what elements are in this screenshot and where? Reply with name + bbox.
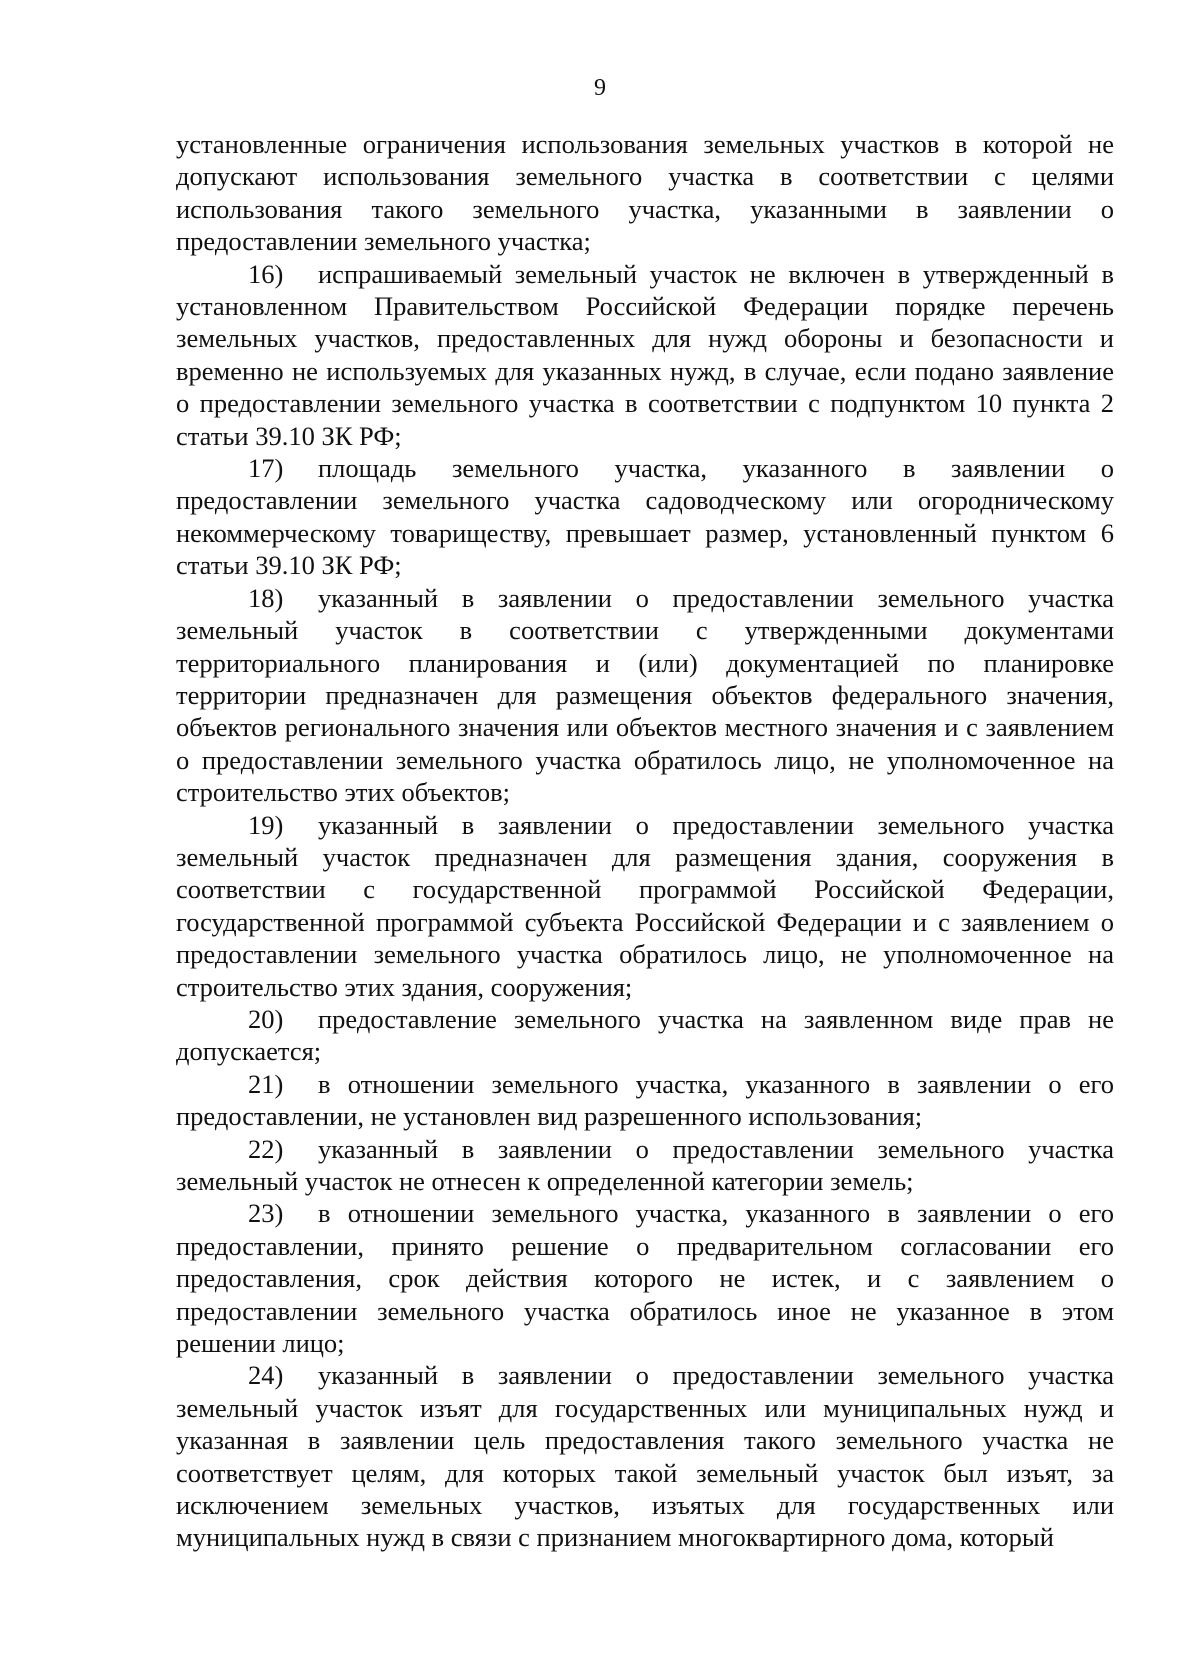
list-item-18 bbox=[176, 582, 1114, 809]
page-number: 9 bbox=[594, 75, 606, 101]
list-item-16 bbox=[176, 258, 1114, 452]
item-number: 18) bbox=[248, 582, 284, 613]
item-text: площадь земельного участка, указанного в заявлении о предоставлении земельного участка садоводческому или огородническому некоммерческому товариществу, превышает размер, установленный пунктом 6 статьи 39.10 ЗК РФ; bbox=[176, 453, 1114, 581]
item-number: 21) bbox=[248, 1068, 284, 1099]
item-text: испрашиваемый земельный участок не включен в утвержденный в установленном Правительством Российской Федерации порядке перечень земельных участков, предоставленных для нужд обороны и безопасности и временно не используемых для указанных нужд, в случае, если подано заявление о предоставлении земельного участка в соответствии с подпунктом 10 пункта 2 статьи 39.10 ЗК РФ; bbox=[176, 258, 1114, 451]
item-number: 24) bbox=[248, 1360, 284, 1391]
list-item-20 bbox=[176, 1003, 1114, 1068]
item-text: указанный в заявлении о предоставлении земельного участка земельный участок предназначен для размещения здания, сооружения в соответствии с государственной программой Российской Федерации, государственной программой субъекта Российской Федерации и с заявлением о предоставлении земельного участка обратилось лицо, не уполномоченное на строительство этих здания, сооружения; bbox=[176, 809, 1114, 1002]
item-number: 22) bbox=[248, 1133, 284, 1164]
list-item-21 bbox=[176, 1068, 1114, 1133]
item-text: указанный в заявлении о предоставлении земельного участка земельный участок не отнесен к определенной категории земель; bbox=[176, 1133, 1114, 1196]
document-body bbox=[176, 128, 1114, 1554]
continuation-paragraph: установленные ограничения использования земельных участков в которой не допускают использования земельного участка в соответствии с целями использования такого земельного участка, указанными в заявлении о предоставлении земельного участка; bbox=[176, 129, 1114, 257]
item-number: 16) bbox=[248, 258, 284, 289]
item-text: указанный в заявлении о предоставлении земельного участка земельный участок изъят для государственных или муниципальных нужд и указанная в заявлении цель предоставления такого земельного участка не соответствует целям, для которых такой земельный участок был изъят, за исключением земельных участков, изъятых для государственных или муниципальных нужд в связи с признанием многоквартирного дома, который bbox=[176, 1360, 1114, 1553]
list-item-22 bbox=[176, 1133, 1114, 1198]
list-item-24 bbox=[176, 1359, 1114, 1553]
item-text: в отношении земельного участка, указанного в заявлении о его предоставлении, не установлен вид разрешенного использования; bbox=[176, 1068, 1114, 1132]
item-number: 23) bbox=[248, 1198, 284, 1229]
item-number: 19) bbox=[248, 809, 284, 840]
list-item-23 bbox=[176, 1197, 1114, 1359]
list-item-19 bbox=[176, 809, 1114, 1003]
item-text: в отношении земельного участка, указанного в заявлении о его предоставлении, принято решение о предварительном согласовании его предоставления, срок действия которого не истек, и с заявлением о предоставлении земельного участка обратилось иное не указанное в этом решении лицо; bbox=[176, 1198, 1114, 1359]
item-text: указанный в заявлении о предоставлении земельного участка земельный участок в соответствии с утвержденными документами территориального планирования и (или) документацией по планировке территории предназначен для размещения объектов федерального значения, объектов регионального значения или объектов местного значения и с заявлением о предоставлении земельного участка обратилось лицо, не уполномоченное на строительство этих объектов; bbox=[176, 582, 1114, 808]
item-number: 20) bbox=[248, 1003, 284, 1034]
item-text: предоставление земельного участка на заявленном виде прав не допускается; bbox=[176, 1003, 1114, 1067]
list-item-17 bbox=[176, 452, 1114, 582]
item-number: 17) bbox=[248, 453, 284, 484]
